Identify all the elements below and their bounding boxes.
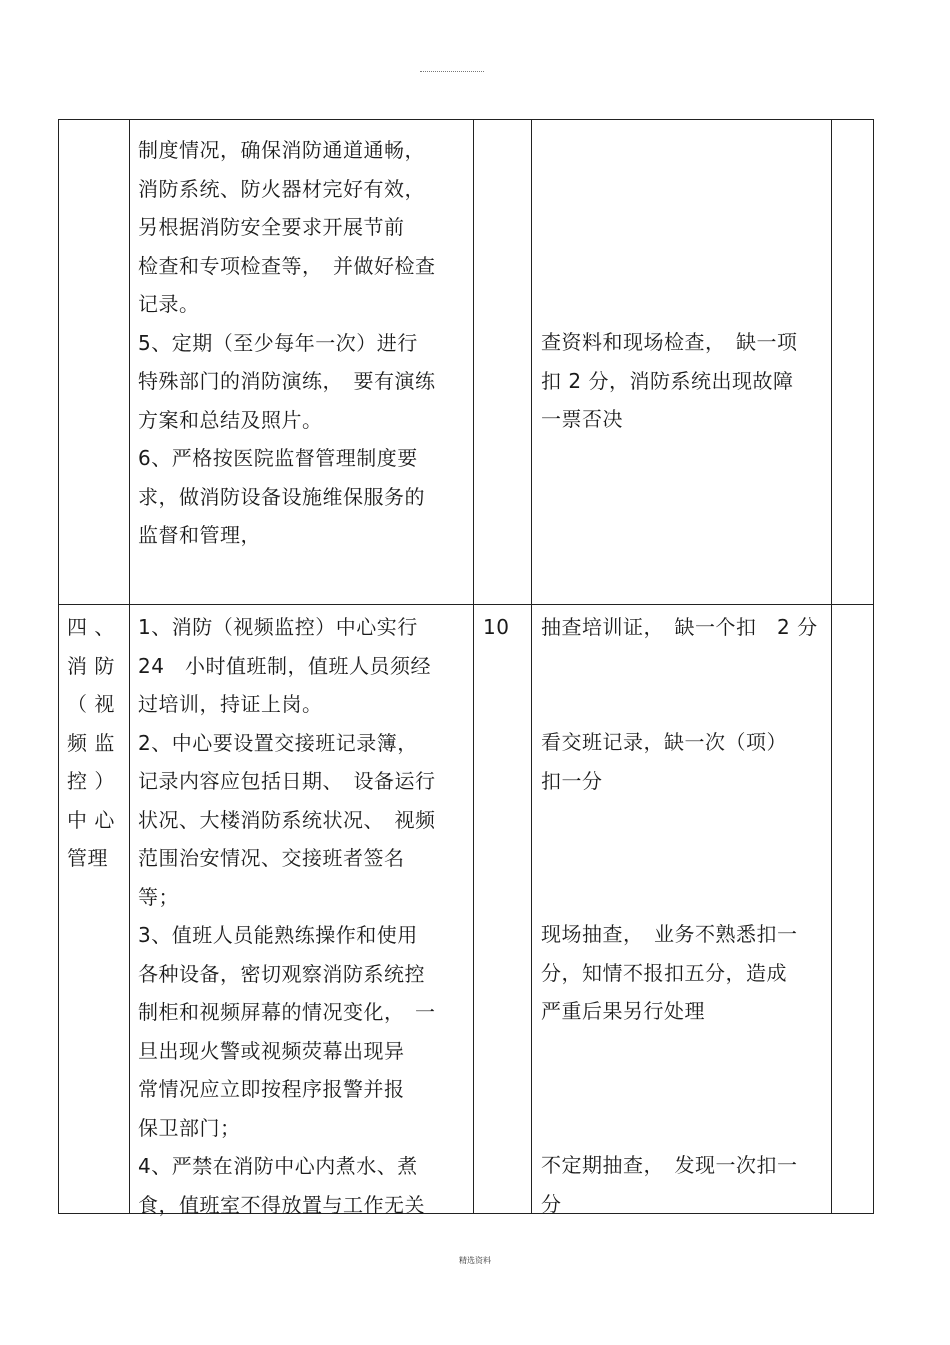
content-line: 4、严禁在消防中心内煮水、煮 [138,1154,418,1178]
content-line: 保卫部门； [138,1115,241,1140]
content-line: 记录。 [138,292,200,316]
row1-method-cell [541,323,798,439]
row2-score-cell: 10 [483,615,510,639]
content-line: 过培训，持证上岗。 [138,692,323,716]
row2-content-cell [138,608,436,1224]
row1-content-cell [138,131,436,555]
content-line: 3、值班人员能熟练操作和使用 [138,923,418,947]
item-line: 消 防 [67,653,115,678]
content-line: 特殊部门的消防演练， 要有演练 [138,369,436,393]
method-line: 严重后果另行处理 [541,999,705,1023]
col-divider-content [473,120,474,1213]
content-line: 6、严格按医院监督管理制度要 [138,446,418,470]
content-line: 方案和总结及照片。 [138,407,323,432]
content-line: 各种设备，密切观察消防系统控 [138,961,425,986]
col-divider-method [831,120,832,1213]
assessment-table [58,119,874,1217]
method-line: 查资料和现场检查， 缺一项 [541,330,798,354]
row2-method-block-3 [541,915,798,1031]
content-line: 5、定期（至少每年一次）进行 [138,330,418,355]
content-line: 求，做消防设备设施维保服务的 [138,484,425,509]
content-line: 范围治安情况、交接班者签名 [138,846,405,870]
method-line: 分 [541,1191,562,1216]
method-line: 看交班记录，缺一次（项） [541,730,787,754]
content-line: 制柜和视频屏幕的情况变化， 一 [138,1000,436,1024]
content-line: 记录内容应包括日期、 设备运行 [138,769,436,793]
content-line: 旦出现火警或视频荧幕出现异 [138,1038,405,1063]
content-line: 检查和专项检查等， 并做好检查 [138,253,436,278]
row2-item-cell [67,608,115,878]
method-line: 分，知情不报扣五分，造成 [541,960,787,985]
content-line: 2、中心要设置交接班记录簿， [138,730,418,755]
content-line: 监督和管理， [138,523,261,547]
item-line: 管理 [67,846,108,870]
item-line: 中 心 [67,807,115,832]
method-line: 不定期抽查， 发现一次扣一 [541,1153,798,1177]
header-dotted-rule [420,71,484,72]
content-line: 食，值班室不得放置与工作无关 [138,1192,425,1217]
item-line: （ 视 [67,692,115,716]
col-divider-score [531,120,532,1213]
content-line: 制度情况，确保消防通道通畅， [138,138,425,162]
row2-method-block-1 [541,608,818,647]
method-line: 扣 2 分，消防系统出现故障 [541,368,794,393]
content-line: 另根据消防安全要求开展节前 [138,215,405,239]
item-line: 控 ） [67,769,115,793]
item-line: 频 监 [67,730,115,755]
content-line: 状况、大楼消防系统状况、 视频 [138,807,436,832]
content-line: 1、消防（视频监控）中心实行 [138,615,418,639]
content-line: 24 小时值班制，值班人员须经 [138,653,431,678]
row2-method-block-4 [541,1146,798,1223]
content-line: 常情况应立即按程序报警并报 [138,1077,405,1101]
method-line: 现场抽查， 业务不熟悉扣一 [541,922,798,946]
method-line: 扣一分 [541,768,603,793]
content-line: 消防系统、防火器材完好有效， [138,176,425,201]
col-divider-item [129,120,130,1213]
footer-label: 精选资料 [459,1256,491,1265]
content-line: 等； [138,884,179,909]
row-divider [59,604,873,605]
method-line: 一票否决 [541,407,623,431]
item-line: 四 、 [67,615,115,639]
method-line: 抽查培训证， 缺一个扣 2 分 [541,615,818,639]
row2-method-block-2 [541,723,787,800]
